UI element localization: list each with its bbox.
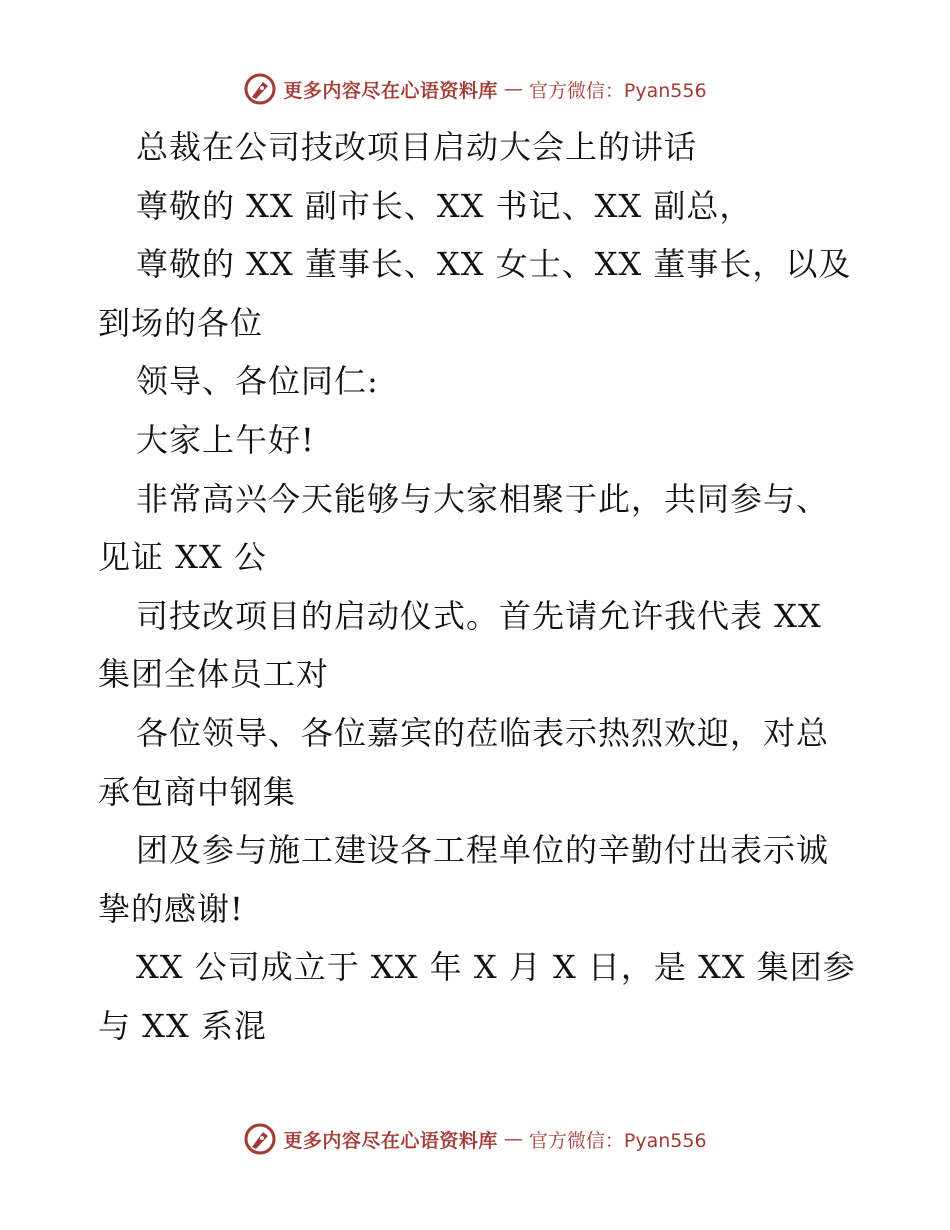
text-line: 见证 XX 公 — [98, 538, 267, 577]
pen-nib-logo-icon — [243, 1122, 277, 1156]
text-line: XX 公司成立于 XX 年 X 月 X 日，是 XX 集团参 — [136, 948, 856, 987]
text-line: 承包商中钢集 — [98, 772, 297, 811]
text-line: 非常高兴今天能够与大家相聚于此，共同参与、 — [136, 479, 830, 518]
banner-contact: 官方微信：Pyan556 — [528, 1129, 707, 1152]
text-line: 集团全体员工对 — [98, 655, 330, 694]
text-line: 尊敬的 XX 副市长、XX 书记、XX 副总， — [136, 186, 753, 225]
text-line: 与 XX 系混 — [98, 1006, 267, 1045]
banner-separator: — — [503, 1128, 523, 1150]
banner-contact: 官方微信：Pyan556 — [528, 79, 707, 102]
text-line: 团及参与施工建设各工程单位的辛勤付出表示诚 — [136, 831, 830, 870]
text-line: 尊敬的 XX 董事长、XX 女士、XX 董事长，以及 — [136, 245, 852, 284]
document-body — [98, 118, 858, 1056]
text-line: 总裁在公司技改项目启动大会上的讲话 — [136, 128, 698, 166]
text-line: 大家上午好! — [136, 420, 315, 459]
text-line: 领导、各位同仁: — [136, 362, 379, 401]
pen-nib-logo-icon — [243, 72, 277, 106]
banner-title: 更多内容尽在心语资料库 — [283, 1129, 498, 1152]
text-line: 各位领导、各位嘉宾的莅临表示热烈欢迎，对总 — [136, 713, 830, 752]
text-line: 到场的各位 — [98, 303, 264, 342]
header-banner — [0, 72, 950, 106]
banner-title: 更多内容尽在心语资料库 — [283, 79, 498, 102]
text-line: 挚的感谢! — [98, 889, 244, 928]
footer-banner — [0, 1122, 950, 1156]
text-line: 司技改项目的启动仪式。首先请允许我代表 XX — [136, 596, 822, 635]
banner-separator: — — [503, 78, 523, 100]
